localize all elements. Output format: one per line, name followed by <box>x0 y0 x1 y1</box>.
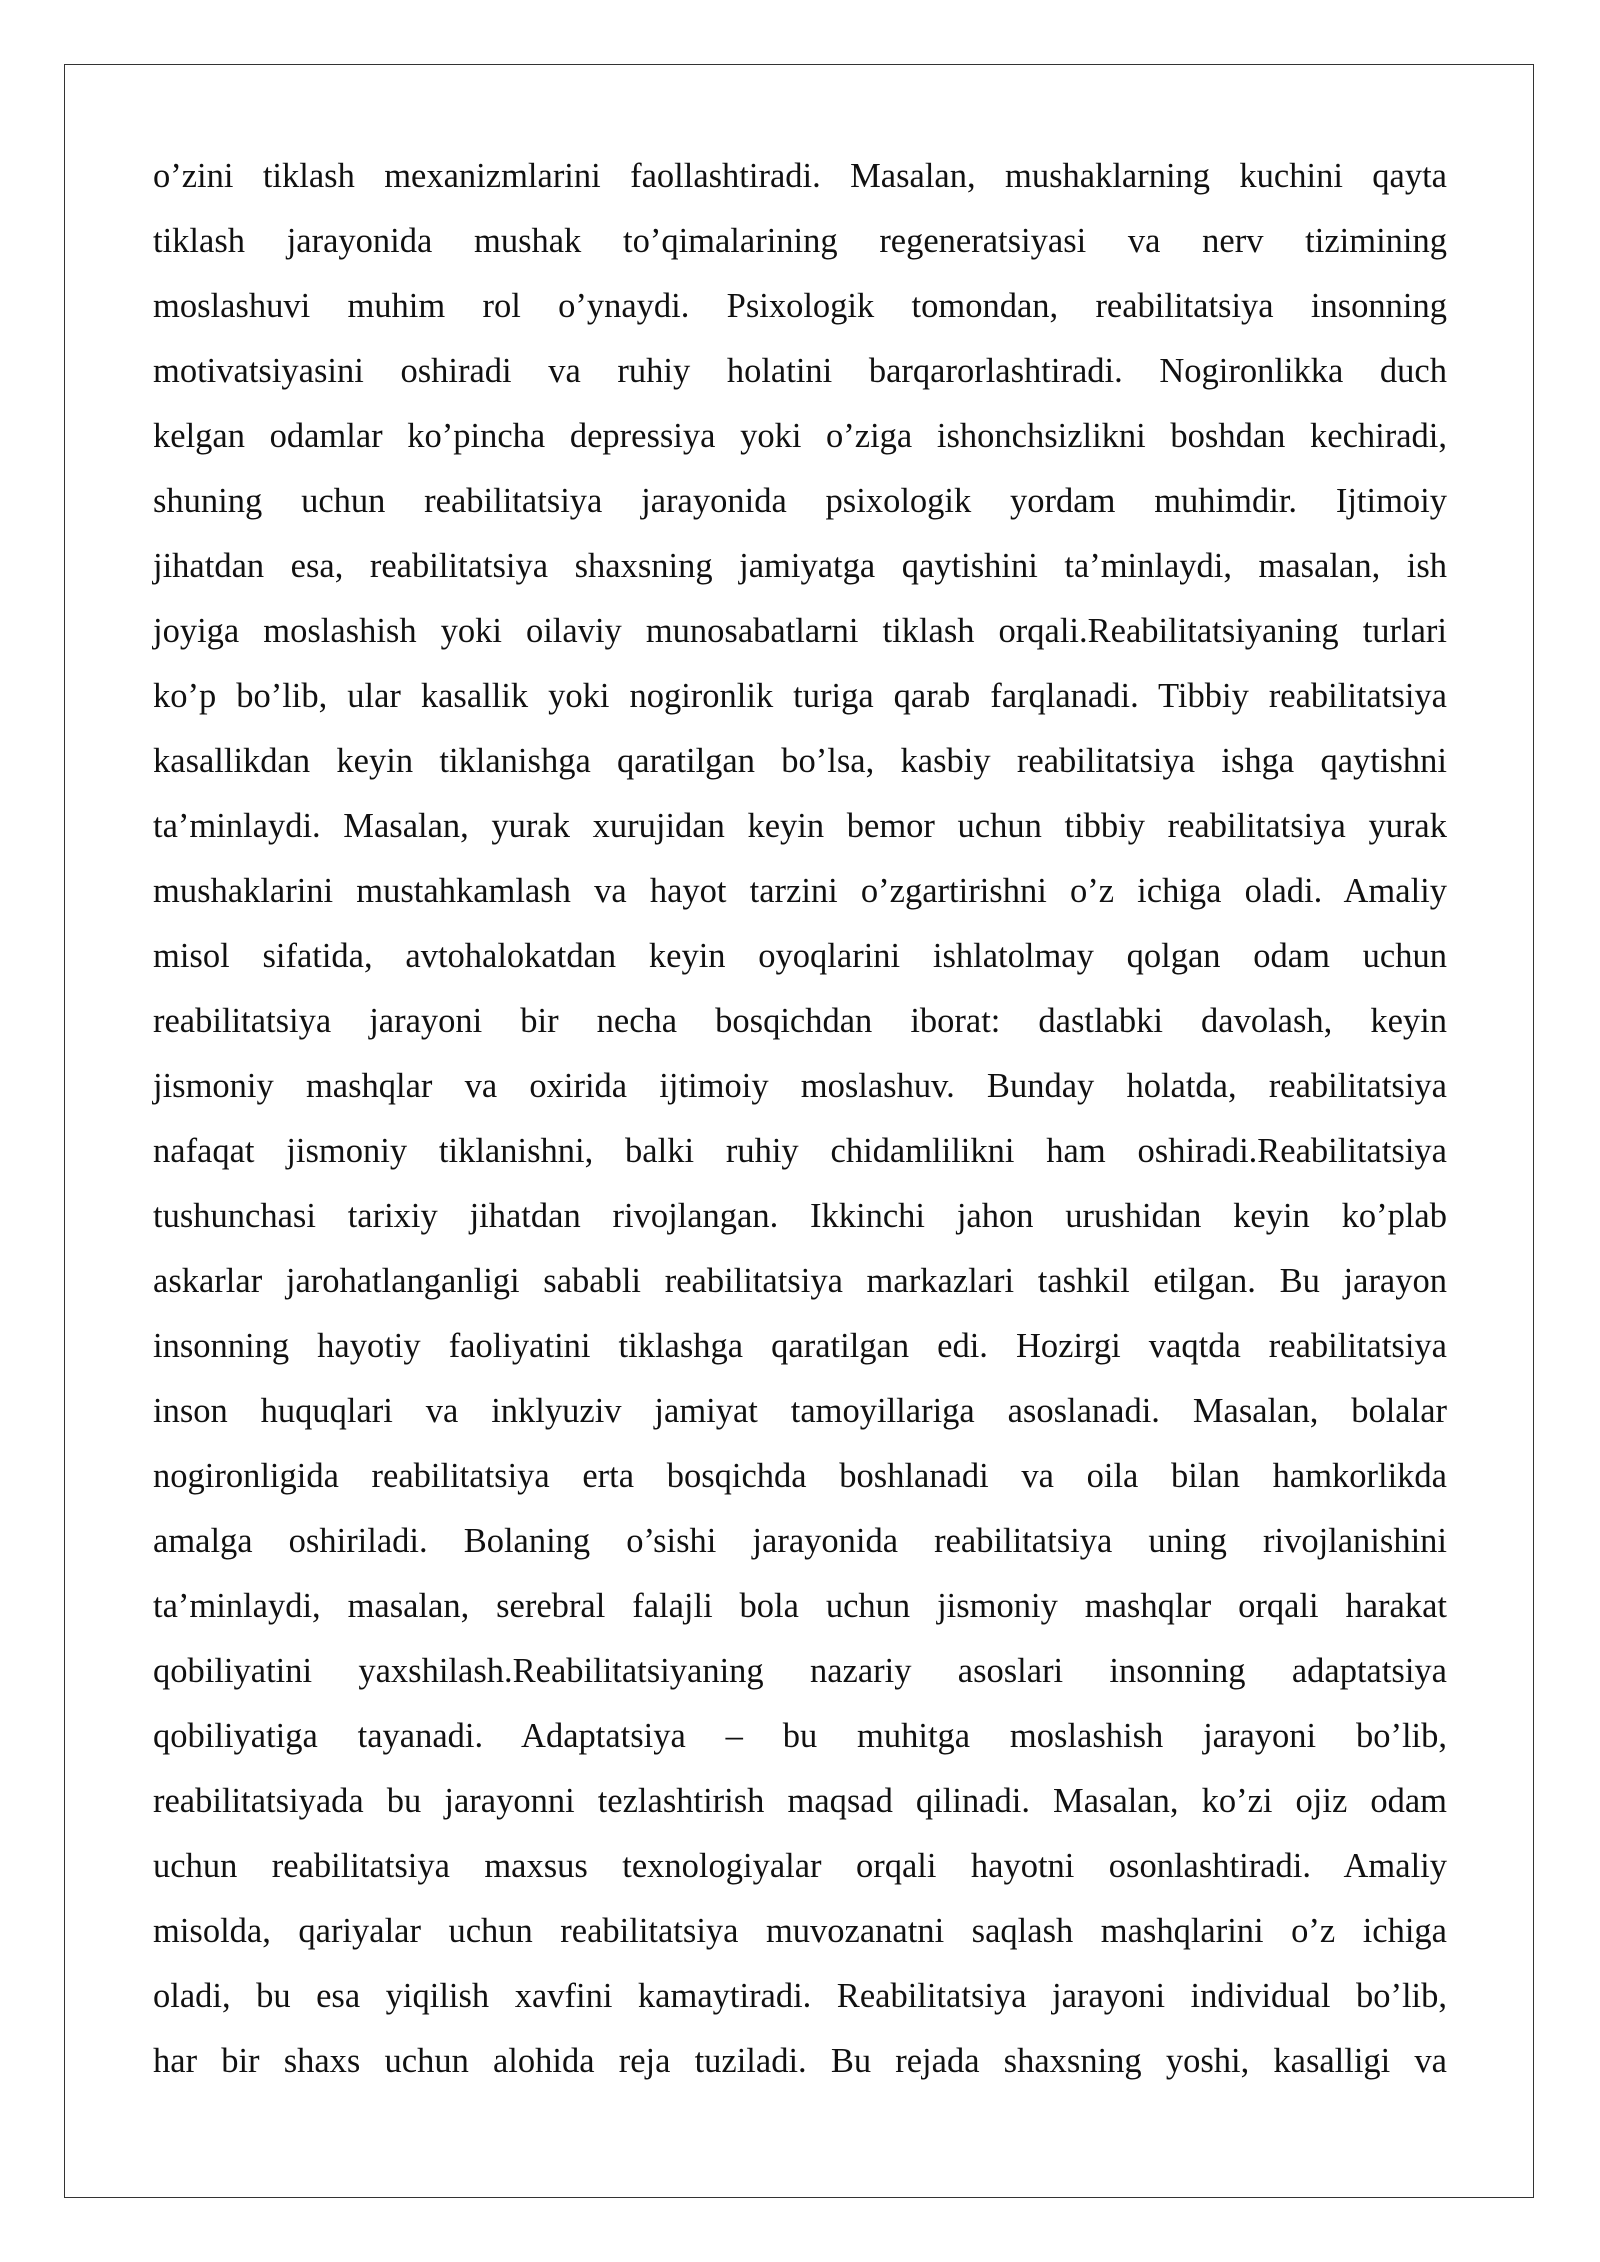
text-line: shuning uchun reabilitatsiya jarayonida psixologik yordam muhimdir. Ijtimoiy <box>153 482 1447 520</box>
text-line: askarlar jarohatlanganligi sababli reabilitatsiya markazlari tashkil etilgan. Bu jarayon <box>153 1262 1447 1300</box>
body-text <box>153 144 1447 2094</box>
text-line: nafaqat jismoniy tiklanishni, balki ruhiy chidamlilikni ham oshiradi.Reabilitatsiya <box>153 1132 1447 1170</box>
text-line: qobiliyatiga tayanadi. Adaptatsiya – bu muhitga moslashish jarayoni bo’lib, <box>153 1717 1447 1755</box>
text-line: misolda, qariyalar uchun reabilitatsiya muvozanatni saqlash mashqlarini o’z ichiga <box>153 1912 1447 1950</box>
text-line: uchun reabilitatsiya maxsus texnologiyalar orqali hayotni osonlashtiradi. Amaliy <box>153 1847 1447 1885</box>
text-line: tiklash jarayonida mushak to’qimalarining regeneratsiyasi va nerv tizimining <box>153 222 1447 260</box>
text-line: kelgan odamlar ko’pincha depressiya yoki o’ziga ishonchsizlikni boshdan kechiradi, <box>153 417 1447 455</box>
text-line: reabilitatsiyada bu jarayonni tezlashtirish maqsad qilinadi. Masalan, ko’zi ojiz odam <box>153 1782 1447 1820</box>
text-line: oladi, bu esa yiqilish xavfini kamaytiradi. Reabilitatsiya jarayoni individual bo’lib, <box>153 1977 1447 2015</box>
text-line: motivatsiyasini oshiradi va ruhiy holatini barqarorlashtiradi. Nogironlikka duch <box>153 352 1447 390</box>
text-line: insonning hayotiy faoliyatini tiklashga qaratilgan edi. Hozirgi vaqtda reabilitatsiya <box>153 1327 1447 1365</box>
text-line: amalga oshiriladi. Bolaning o’sishi jarayonida reabilitatsiya uning rivojlanishini <box>153 1522 1447 1560</box>
text-line: ta’minlaydi, masalan, serebral falajli bola uchun jismoniy mashqlar orqali harakat <box>153 1587 1447 1625</box>
text-line: reabilitatsiya jarayoni bir necha bosqichdan iborat: dastlabki davolash, keyin <box>153 1002 1447 1040</box>
text-line: kasallikdan keyin tiklanishga qaratilgan bo’lsa, kasbiy reabilitatsiya ishga qaytishni <box>153 742 1447 780</box>
text-line: ko’p bo’lib, ular kasallik yoki nogironlik turiga qarab farqlanadi. Tibbiy reabilitatsiya <box>153 677 1447 715</box>
text-line: misol sifatida, avtohalokatdan keyin oyoqlarini ishlatolmay qolgan odam uchun <box>153 937 1447 975</box>
text-line: har bir shaxs uchun alohida reja tuziladi. Bu rejada shaxsning yoshi, kasalligi va <box>153 2042 1447 2080</box>
text-line: joyiga moslashish yoki oilaviy munosabatlarni tiklash orqali.Reabilitatsiyaning turlari <box>153 612 1447 650</box>
text-line: moslashuvi muhim rol o’ynaydi. Psixologik tomondan, reabilitatsiya insonning <box>153 287 1447 325</box>
text-line: tushunchasi tarixiy jihatdan rivojlangan. Ikkinchi jahon urushidan keyin ko’plab <box>153 1197 1447 1235</box>
text-line: mushaklarini mustahkamlash va hayot tarzini o’zgartirishni o’z ichiga oladi. Amaliy <box>153 872 1447 910</box>
text-line: nogironligida reabilitatsiya erta bosqichda boshlanadi va oila bilan hamkorlikda <box>153 1457 1447 1495</box>
text-line: inson huquqlari va inklyuziv jamiyat tamoyillariga asoslanadi. Masalan, bolalar <box>153 1392 1447 1430</box>
text-line: ta’minlaydi. Masalan, yurak xurujidan keyin bemor uchun tibbiy reabilitatsiya yurak <box>153 807 1447 845</box>
text-line: o’zini tiklash mexanizmlarini faollashtiradi. Masalan, mushaklarning kuchini qayta <box>153 157 1447 195</box>
text-line: jihatdan esa, reabilitatsiya shaxsning jamiyatga qaytishini ta’minlaydi, masalan, ish <box>153 547 1447 585</box>
text-line: jismoniy mashqlar va oxirida ijtimoiy moslashuv. Bunday holatda, reabilitatsiya <box>153 1067 1447 1105</box>
text-line: qobiliyatini yaxshilash.Reabilitatsiyaning nazariy asoslari insonning adaptatsiya <box>153 1652 1447 1690</box>
